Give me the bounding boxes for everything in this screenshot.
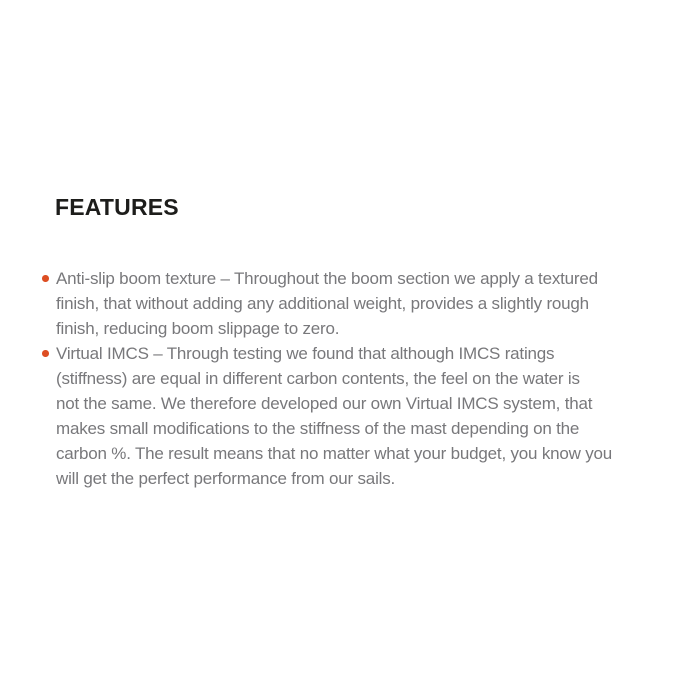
feature-text-line: Virtual IMCS – Through testing we found that although IMCS ratings (56, 344, 555, 363)
feature-text-line: makes small modifications to the stiffness of the mast depending on the (56, 419, 580, 438)
features-list (56, 266, 678, 491)
feature-text-line: finish, reducing boom slippage to zero. (56, 319, 340, 338)
feature-text-line: not the same. We therefore developed our own Virtual IMCS system, that (56, 394, 593, 413)
feature-text-line: finish, that without adding any additional weight, provides a slightly rough (56, 294, 589, 313)
feature-text-line: (stiffness) are equal in different carbon contents, the feel on the water is (56, 369, 580, 388)
bullet-dot-icon (42, 275, 49, 282)
feature-text-line: carbon %. The result means that no matter what your budget, you know you (56, 444, 613, 463)
feature-text-line: will get the perfect performance from our sails. (56, 469, 396, 488)
bullet-dot-icon (42, 350, 49, 357)
list-item (56, 341, 678, 491)
features-heading: FEATURES (55, 194, 179, 220)
feature-text-line: Anti-slip boom texture – Throughout the boom section we apply a textured (56, 269, 598, 288)
list-item (56, 266, 678, 341)
